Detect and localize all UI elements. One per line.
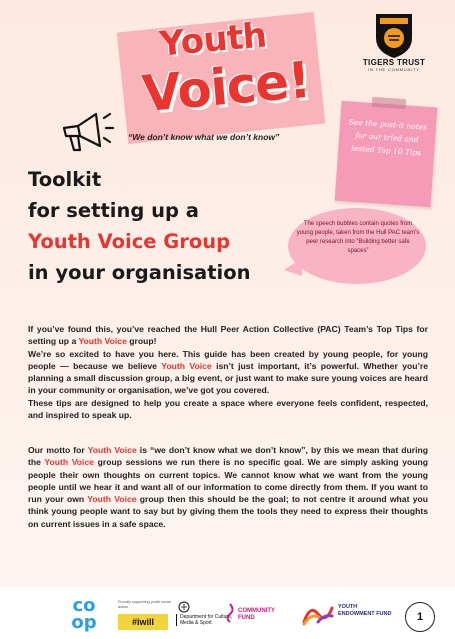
youth-voice-highlight: Youth Voice — [87, 494, 137, 505]
intro-paragraphs — [28, 323, 428, 421]
body-text-span: group then this should be the goal; to not centre it around what you think young people want to say but by giving them the tools they need to express their thoughts on current issues in a safe space. — [28, 494, 428, 529]
community-fund-logo: COMMUNITY FUND — [238, 608, 275, 621]
dcms-logo: Department for Culture, Media & Sport — [176, 614, 240, 626]
community-fund-icon — [224, 602, 236, 624]
royal-crest-icon — [178, 601, 190, 613]
speech-bubble-text: The speech bubbles contain quotes from young people, taken from the Hull PAC team’s peer research into “Building better safe spaces” — [296, 221, 420, 254]
body-text-span: We’re so excited to have you here. This guide has been created by young people, for young people — because we believe — [28, 348, 428, 371]
youth-voice-highlight: Youth Voice — [44, 457, 95, 468]
body-text-span: If you’ve found this, you’ve reached the Hull Peer Action Collective (PAC) Team’s Top Tips for setting up a — [28, 324, 428, 347]
youth-endowment-fund-logo: YOUTH ENDOWMENT FUND — [338, 604, 392, 617]
youth-endowment-icon — [300, 602, 336, 628]
postit-text: See the post-it notes for our tried and tested Top 10 Tips — [348, 117, 428, 158]
body-text-span: isn’t just important, it’s powerful. Whether you’re planning a small discussion group, a big event, or just want to make sure young voices are heard in your community or organisation, we’ve got you covered. — [28, 360, 428, 396]
youth-voice-highlight: Youth Voice — [87, 445, 137, 455]
body-text-span: Our motto for — [28, 445, 88, 455]
logo-voice-text: Voice! — [139, 50, 313, 124]
intro-paragraph-1 — [28, 323, 428, 348]
tigers-crest-icon — [372, 10, 416, 60]
youth-voice-highlight: Youth Voice — [78, 336, 127, 347]
title-line-2: for setting up a — [28, 199, 199, 222]
body-text-span: group! — [126, 336, 157, 347]
body-text-span: group sessions we run there is no specific goal. We are simply asking young people their own thoughts on current topics. We cannot know what we want from the young people until we hear it and want all of our information to come directly from them. If you want to run your own — [28, 457, 428, 505]
iwill-logo: #iwill — [118, 614, 168, 630]
body-text-span: is “we don’t know what we don’t know”, by this we mean that during the — [28, 445, 428, 468]
tigers-trust-name: TIGERS TRUST — [362, 58, 426, 67]
iwill-caption: Proudly supporting youth social action — [118, 600, 171, 609]
page-title — [28, 164, 298, 288]
speech-bubble-tail — [284, 258, 302, 276]
title-line-1: Toolkit — [28, 168, 102, 191]
motto-paragraph — [28, 444, 428, 530]
logo-youth-text: Youth — [157, 15, 269, 65]
motto-text — [28, 444, 428, 530]
coop-logo: co op — [71, 595, 97, 633]
tagline: “We don’t know what we don’t know” — [128, 132, 280, 142]
youth-voice-highlight: Youth Voice — [161, 360, 212, 371]
megaphone-icon — [56, 106, 114, 158]
intro-paragraph-2 — [28, 348, 428, 397]
intro-paragraph-3: These tips are designed to help you create a space where everyone feels confident, respected, and inspired to speak up. — [28, 397, 428, 421]
tigers-trust-sub: IN THE COMMUNITY — [368, 67, 420, 72]
title-line-3: Youth Voice Group — [28, 230, 231, 253]
title-line-4: in your organisation — [28, 261, 251, 284]
page-number: 1 — [405, 602, 435, 632]
